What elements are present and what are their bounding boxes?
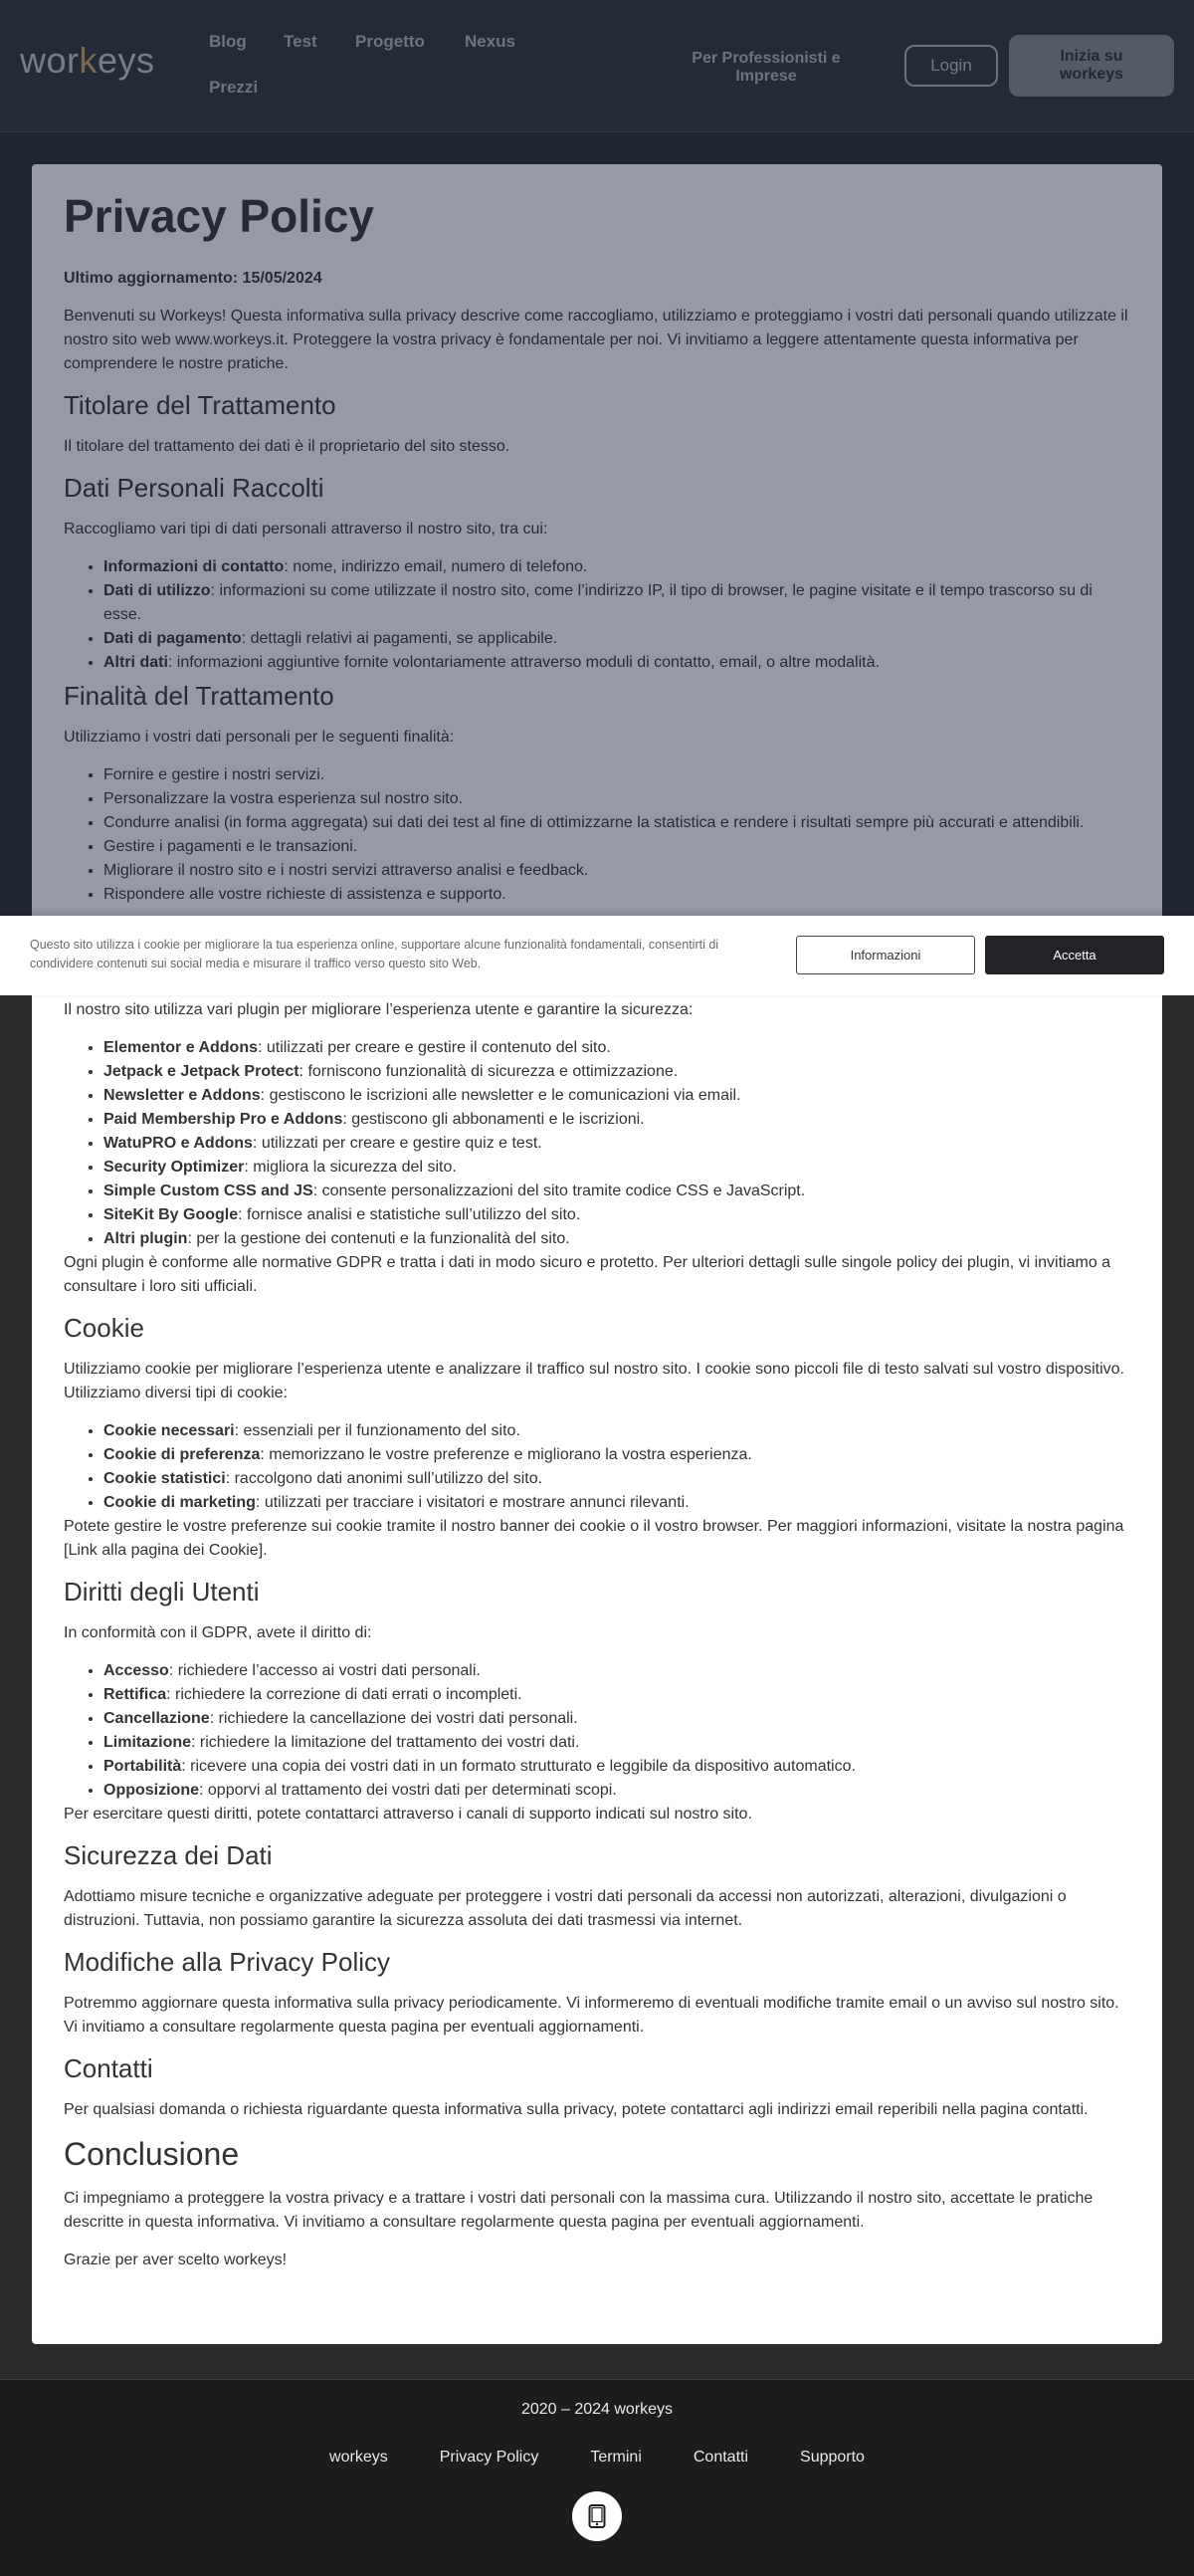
list-item: • WatuPRO e Addons: utilizzati per creare e gestire quiz e test. xyxy=(103,1132,1130,1156)
list-item: • Gestire i pagamenti e le transazioni. xyxy=(103,835,1130,859)
list-item: • Cookie di preferenza: memorizzano le vostre preferenze e migliorano la vostra esperienza. xyxy=(103,1443,1130,1467)
section-text-cookie: Utilizziamo cookie per migliorare l’esperienza utente e analizzare il traffico sul nostro sito. I cookie sono piccoli file di testo salvati sul vostro dispositivo. Utilizziamo diversi tipi di cookie: xyxy=(64,1361,1124,1401)
section-text-contacts: Per qualsiasi domanda o richiesta riguardante questa informativa sulla privacy, potete contattarci agli indirizzi email reperibili nella pagina contatti. xyxy=(64,2101,1089,2118)
list-item: • Paid Membership Pro e Addons: gestiscono gli abbonamenti e le iscrizioni. xyxy=(103,1108,1130,1132)
start-button[interactable]: Inizia su workeys xyxy=(1009,35,1174,97)
mobile-phone-icon xyxy=(588,2504,606,2528)
list-item: • Migliorare il nostro sito e i nostri servizi attraverso analisi e feedback. xyxy=(103,859,1130,883)
cookie-info-button[interactable]: Informazioni xyxy=(796,936,975,974)
cookie-banner-text: Questo sito utilizza i cookie per migliorare la tua esperienza online, supportare alcune funzionalità fondamentali, consentirti di condividere contenuti sui social media e misurare il traffico verso questo sito Web. xyxy=(30,938,719,970)
logo-text-accent: k xyxy=(79,40,99,81)
section-text-purposes: Utilizziamo i vostri dati personali per le seguenti finalità: xyxy=(64,729,455,746)
list-item: • Limitazione: richiedere la limitazione del trattamento dei vostri dati. xyxy=(103,1731,1130,1755)
intro-paragraph: Benvenuti su Workeys! Questa informativa sulla privacy descrive come raccogliamo, utilizziamo e proteggiamo i vostri dati personali quando utilizzate il nostro sito web www.workeys.it. Proteggere la vostra privacy è fondamentale per noi. Vi invitiamo a leggere attentamente questa informativa per comprendere le nostre pratiche. xyxy=(64,308,1128,372)
section-title-cookie: Cookie xyxy=(64,1313,144,1343)
section-text-plugins: Il nostro sito utilizza vari plugin per migliorare l’esperienza utente e garantire la sicurezza: xyxy=(64,1001,694,1018)
section-text-conclusion: Ci impegniamo a proteggere la vostra privacy e a trattare i vostri dati personali con la massima cura. Utilizzando il nostro sito, accettate le pratiche descritte in questa informativa. Vi invitiamo a consultare regolarmente questa pagina per eventuali aggiornamenti. xyxy=(64,2190,1094,2231)
section-text-security: Adottiamo misure tecniche e organizzative adeguate per proteggere i vostri dati personali da accessi non autorizzati, alterazioni, divulgazioni o distruzioni. Tuttavia, non possiamo garantire la sicurezza assoluta dei dati trasmessi via internet. xyxy=(64,1888,1067,1929)
list-item: • Rettifica: richiedere la correzione di dati errati o incompleti. xyxy=(103,1683,1130,1707)
section-title-conclusion: Conclusione xyxy=(64,2136,240,2172)
list-item: • Dati di pagamento: dettagli relativi ai pagamenti, se applicabile. xyxy=(103,627,1130,651)
list-item: • Condurre analisi (in forma aggregata) sui dati dei test al fine di ottimizzarne la statistica e rendere i risultati sempre più accurati e attendibili. xyxy=(103,811,1130,835)
list-item: • Opposizione: opporvi al trattamento dei vostri dati per determinati scopi. xyxy=(103,1779,1130,1803)
list-item: • Dati di utilizzo: informazioni su come utilizzate il nostro sito, come l’indirizzo IP, il tipo di browser, le pagine visitate e il tempo trascorso su di esse. xyxy=(103,579,1130,627)
list-item: • Security Optimizer: migliora la sicurezza del sito. xyxy=(103,1156,1130,1180)
list-item: • Jetpack e Jetpack Protect: forniscono funzionalità di sicurezza e ottimizzazione. xyxy=(103,1060,1130,1084)
section-title-data-collected: Dati Personali Raccolti xyxy=(64,473,324,503)
thanks-text: Grazie per aver scelto workeys! xyxy=(64,2252,288,2268)
list-item: • Altri dati: informazioni aggiuntive fornite volontariamente attraverso moduli di contatto, email, o altre modalità. xyxy=(103,651,1130,675)
plugins-list xyxy=(103,1036,1130,1251)
section-title-security: Sicurezza dei Dati xyxy=(64,1840,273,1870)
footer-links xyxy=(0,2449,1194,2467)
section-text-data-collected: Raccogliamo vari tipi di dati personali attraverso il nostro sito, tra cui: xyxy=(64,521,548,537)
nav-prezzi[interactable]: Prezzi xyxy=(209,78,259,97)
list-item: • Accesso: richiedere l’accesso ai vostri dati personali. xyxy=(103,1659,1130,1683)
footer-link-workeys[interactable]: workeys xyxy=(329,2449,388,2466)
list-item: • Simple Custom CSS and JS: consente personalizzazioni del sito tramite codice CSS e JavaScript. xyxy=(103,1180,1130,1203)
list-item: • Informazioni di contatto: nome, indirizzo email, numero di telefono. xyxy=(103,555,1130,579)
footer-link-privacy[interactable]: Privacy Policy xyxy=(439,2449,539,2466)
professionals-link[interactable]: Per Professionisti e Imprese xyxy=(692,50,841,85)
cookie-accept-button[interactable]: Accetta xyxy=(985,936,1164,974)
list-item: • Personalizzare la vostra esperienza sul nostro sito. xyxy=(103,787,1130,811)
list-item: • Cookie necessari: essenziali per il funzionamento del sito. xyxy=(103,1419,1130,1443)
list-item: • Newsletter e Addons: gestiscono le iscrizioni alle newsletter e le comunicazioni via email. xyxy=(103,1084,1130,1108)
list-item: • Rispondere alle vostre richieste di assistenza e supporto. xyxy=(103,883,1130,907)
list-item: • Portabilità: ricevere una copia dei vostri dati in un formato strutturato e leggibile da dispositivo automatico. xyxy=(103,1755,1130,1779)
mobile-app-button[interactable] xyxy=(572,2491,622,2541)
footer-link-terms[interactable]: Termini xyxy=(590,2449,642,2466)
footer-link-support[interactable]: Supporto xyxy=(800,2449,865,2466)
section-title-rights: Diritti degli Utenti xyxy=(64,1577,260,1607)
logo-text-start: wor xyxy=(20,40,80,81)
section-title-purposes: Finalità del Trattamento xyxy=(64,681,334,711)
section-text-controller: Il titolare del trattamento dei dati è il proprietario del sito stesso. xyxy=(64,438,510,455)
rights-after-text: Per esercitare questi diritti, potete contattarci attraverso i canali di supporto indicati sul nostro sito. xyxy=(64,1806,752,1823)
list-item: • Altri plugin: per la gestione dei contenuti e la funzionalità del sito. xyxy=(103,1227,1130,1251)
list-item: • Elementor e Addons: utilizzati per creare e gestire il contenuto del sito. xyxy=(103,1036,1130,1060)
list-item: • SiteKit By Google: fornisce analisi e statistiche sull’utilizzo del sito. xyxy=(103,1203,1130,1227)
copyright: 2020 – 2024 workeys xyxy=(520,2401,674,2418)
list-item: • Fornire e gestire i nostri servizi. xyxy=(103,763,1130,787)
login-button[interactable]: Login xyxy=(904,45,998,87)
plugins-after-text: Ogni plugin è conforme alle normative GDPR e tratta i dati in modo sicuro e protetto. Per ulteriori dettagli sulle singole policy dei plugin, vi invitiamo a consultare i loro siti ufficiali. xyxy=(64,1254,1111,1295)
nav-blog[interactable]: Blog xyxy=(209,32,247,51)
section-title-contacts: Contatti xyxy=(64,2053,153,2083)
cookie-list xyxy=(103,1419,1130,1515)
logo-text-end: eys xyxy=(98,40,155,81)
modal-overlay xyxy=(0,0,1194,916)
rights-list xyxy=(103,1659,1130,1803)
section-title-controller: Titolare del Trattamento xyxy=(64,390,336,420)
section-text-rights: In conformità con il GDPR, avete il diritto di: xyxy=(64,1624,372,1641)
last-updated: Ultimo aggiornamento: 15/05/2024 xyxy=(64,270,322,287)
section-title-changes: Modifiche alla Privacy Policy xyxy=(64,1947,391,1977)
section-text-changes: Potremmo aggiornare questa informativa sulla privacy periodicamente. Vi informeremo di eventuali modifiche tramite email o un avviso sul nostro sito. Vi invitiamo a consultare regolarmente questa pagina per eventuali aggiornamenti. xyxy=(64,1995,1119,2036)
plugins-section xyxy=(64,998,1130,2286)
footer-link-contacts[interactable]: Contatti xyxy=(693,2449,749,2466)
cookie-after-text: Potete gestire le vostre preferenze sui cookie tramite il nostro banner dei cookie o il vostro browser. Per maggiori informazioni, visitate la nostra pagina [Link alla pagina dei Cookie]. xyxy=(64,1518,1124,1559)
page-title: Privacy Policy xyxy=(64,190,374,242)
nav-test[interactable]: Test xyxy=(284,32,317,51)
nav-progetto[interactable]: Progetto xyxy=(355,32,425,51)
nav-nexus[interactable]: Nexus xyxy=(465,32,516,51)
list-item: • Cookie statistici: raccolgono dati anonimi sull’utilizzo del sito. xyxy=(103,1467,1130,1491)
list-item: • Cookie di marketing: utilizzati per tracciare i visitatori e mostrare annunci rilevanti. xyxy=(103,1491,1130,1515)
list-item: • Cancellazione: richiedere la cancellazione dei vostri dati personali. xyxy=(103,1707,1130,1731)
